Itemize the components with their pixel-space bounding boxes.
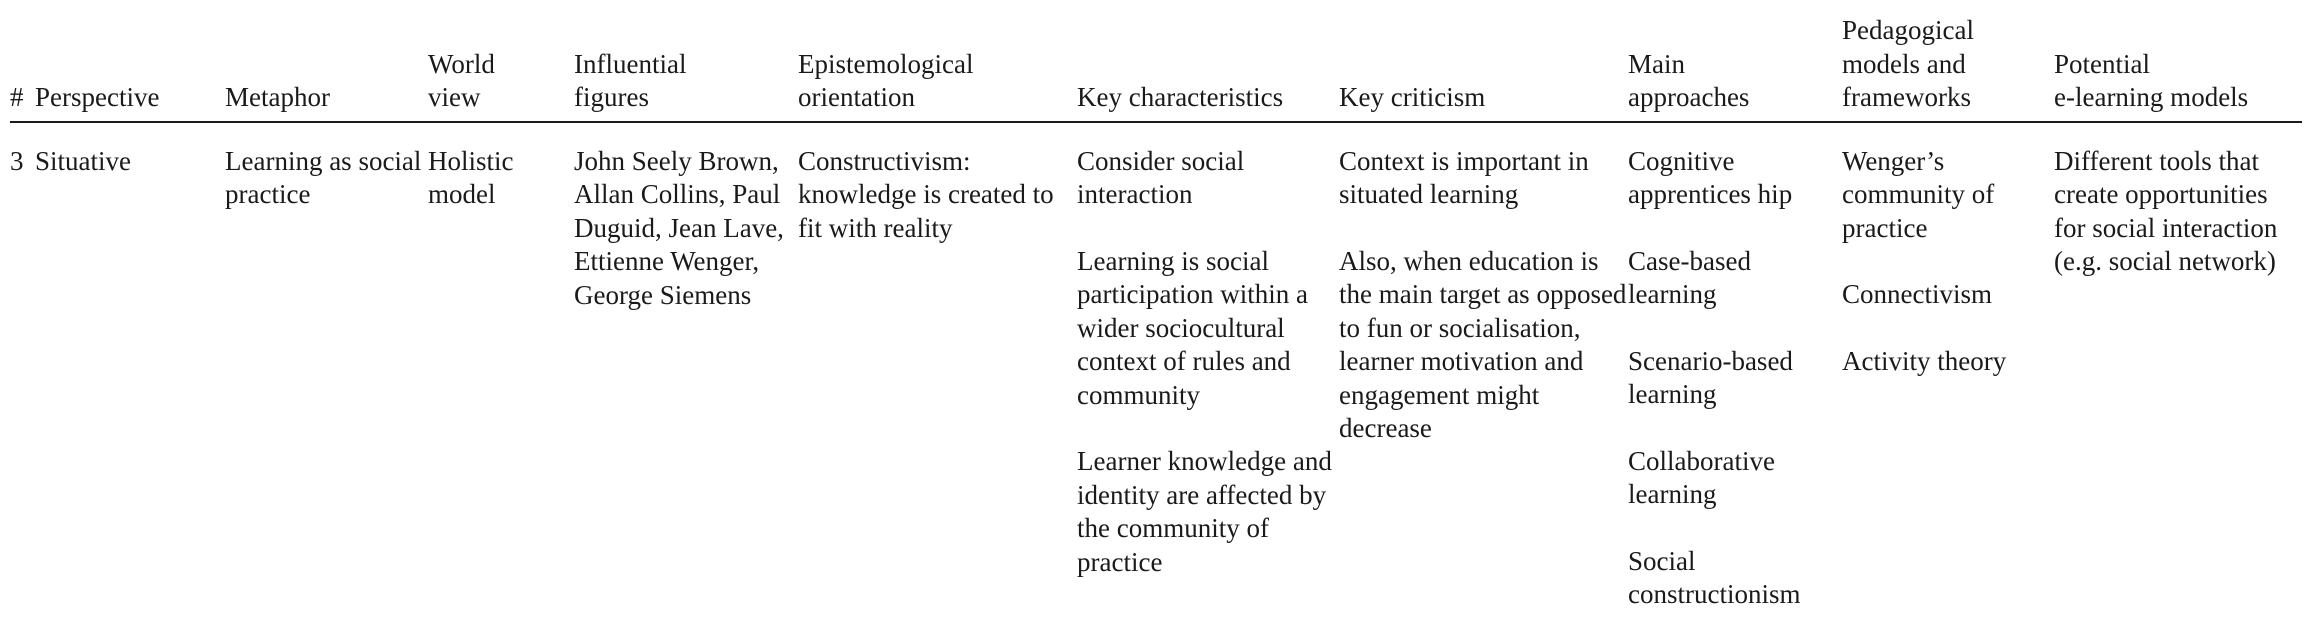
key-criticism-item: Also, when education is the main target as opposed to fun or socialisation, learner motivation and engagement might decrease	[1339, 245, 1627, 443]
header-number: #	[10, 14, 35, 122]
table-header-row	[10, 14, 2302, 122]
cell-key-characteristics	[1077, 122, 1339, 612]
main-approach-item: Collaborative learning	[1628, 445, 1775, 509]
header-elearning-models: Potential e-learning models	[2054, 14, 2302, 122]
cell-influential-figures: John Seely Brown, Allan Collins, Paul Duguid, Jean Lave, Ettienne Wenger, George Siemens	[574, 145, 784, 310]
header-influential-figures: Influential figures	[574, 14, 798, 122]
header-pedagogical-models: Pedagogical models and frameworks	[1842, 14, 2054, 122]
key-characteristic-item: Learning is social participation within a wider sociocultural context of rules and community	[1077, 245, 1308, 410]
main-approach-item: Social constructionism	[1628, 545, 1801, 609]
cell-number: 3	[10, 145, 24, 176]
pedagogical-model-item: Wenger’s community of practice	[1842, 145, 1995, 243]
main-approach-item: Scenario-based learning	[1628, 345, 1793, 409]
cell-epistemological-orientation: Constructivism: knowledge is created to fit with reality	[798, 145, 1054, 243]
key-criticism-item: Context is important in situated learning	[1339, 145, 1589, 209]
table-row	[10, 122, 2302, 612]
cell-pedagogical-models	[1842, 122, 2054, 612]
header-main-approaches: Main approaches	[1628, 14, 1842, 122]
learning-perspectives-table	[10, 14, 2302, 612]
cell-world-view: Holistic model	[428, 145, 514, 209]
header-metaphor: Metaphor	[225, 14, 428, 122]
header-world-view: World view	[428, 14, 574, 122]
header-perspective: Perspective	[35, 14, 225, 122]
header-key-characteristics: Key characteristics	[1077, 14, 1339, 122]
cell-main-approaches	[1628, 122, 1842, 612]
cell-key-criticism	[1339, 122, 1628, 612]
main-approach-item: Case-based learning	[1628, 245, 1751, 309]
cell-perspective: Situative	[35, 145, 131, 176]
cell-metaphor: Learning as social practice	[225, 145, 422, 209]
key-characteristic-item: Learner knowledge and identity are affected by the community of practice	[1077, 446, 1332, 577]
cell-elearning-models: Different tools that create opportunities for social interaction (e.g. social network)	[2054, 145, 2278, 276]
header-epistemological-orientation: Epistemological orientation	[798, 14, 1077, 122]
key-characteristic-item: Consider social interaction	[1077, 145, 1245, 209]
header-key-criticism: Key criticism	[1339, 14, 1628, 122]
pedagogical-model-item: Activity theory	[1842, 345, 2007, 376]
pedagogical-model-item: Connectivism	[1842, 279, 1992, 309]
main-approach-item: Cognitive apprentices hip	[1628, 145, 1793, 209]
